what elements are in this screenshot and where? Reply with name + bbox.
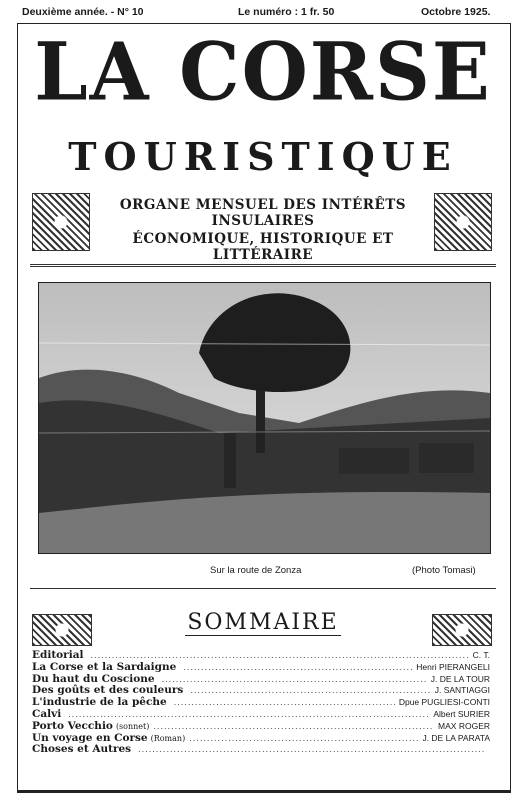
cover-photo	[38, 282, 491, 554]
photo-credit: (Photo Tomasi)	[412, 565, 476, 576]
toc-entry: L'industrie de la pêche ..... Dpue PUGLIESI-CONTI	[32, 697, 490, 709]
toc-entry: Calvi ..... Albert SURIER	[32, 709, 490, 721]
toc-entry: Un voyage en Corse (Roman) ..... J. DE LA PARATA	[32, 733, 490, 745]
photo-illustration	[39, 283, 490, 553]
issue-price: Le numéro : 1 fr. 50	[238, 6, 335, 18]
toc-entry: Des goûts et des couleurs ..... J. SANTIAGGI	[32, 685, 490, 697]
right-ornament-icon	[434, 193, 492, 251]
masthead-subtitle-word: TOURISTIQUE	[68, 134, 458, 179]
subtitle-line-1: ORGANE MENSUEL DES INTÉRÊTS INSULAIRES	[119, 197, 407, 229]
top-header-line	[0, 6, 526, 20]
left-ornament-icon	[32, 193, 90, 251]
issue-number: Deuxième année. - N° 10	[22, 6, 144, 18]
divider-middle	[30, 588, 496, 589]
toc-entry: Porto Vecchio (sonnet) ..... MAX ROGER	[32, 721, 490, 733]
table-of-contents	[32, 650, 490, 756]
photo-caption: Sur la route de Zonza	[210, 565, 302, 576]
bottom-rule	[17, 790, 511, 792]
sommaire-heading: SOMMAIRE	[187, 610, 339, 635]
masthead-title: LA CORSE	[34, 24, 492, 119]
divider-top	[30, 264, 496, 267]
toc-entry: Du haut du Coscione ..... J. DE LA TOUR	[32, 674, 490, 686]
toc-entry: Choses et Autres .....	[32, 744, 490, 756]
subtitle-line-2: ÉCONOMIQUE, HISTORIQUE ET LITTÉRAIRE	[132, 231, 394, 263]
issue-date: Octobre 1925.	[421, 6, 491, 18]
toc-entry: La Corse et la Sardaigne ..... Henri PIERANGELI	[32, 662, 490, 674]
toc-entry: Editorial ..... C. T.	[32, 650, 490, 662]
